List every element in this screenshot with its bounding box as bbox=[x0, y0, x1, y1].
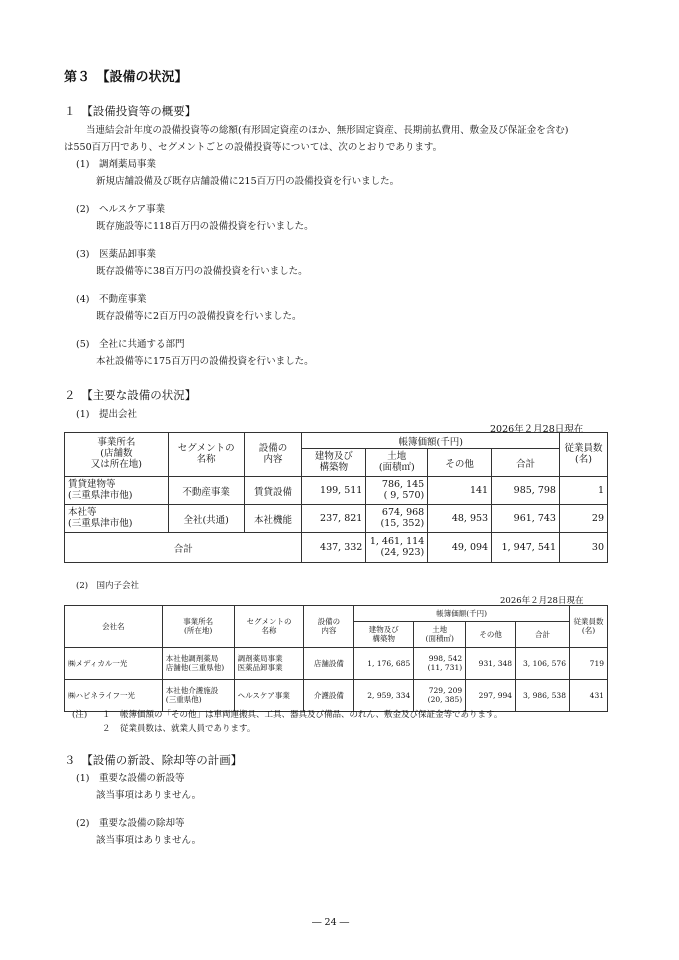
land-value: 998, 542 (11, 731) bbox=[414, 648, 466, 680]
office-name: 本社等 (三重県津市他) bbox=[65, 505, 169, 533]
company-name: ㈱ハピネライフ一光 bbox=[65, 680, 163, 712]
submitting-company-table bbox=[64, 432, 608, 563]
other-value: 141 bbox=[428, 477, 492, 505]
segment: ヘルスケア事業 bbox=[234, 680, 304, 712]
header-land: 土地 (面積㎡) bbox=[414, 622, 466, 648]
segment: 不動産事業 bbox=[168, 477, 244, 505]
other-value: 931, 348 bbox=[466, 648, 516, 680]
total-value: 3, 986, 538 bbox=[516, 680, 570, 712]
table-row bbox=[65, 505, 608, 533]
section-1-intro-line1: 当連結会計年度の設備投資等の総額(有形固定資産のほか、無形固定資産、長期前払費用、敷金及び保証金を含む) bbox=[86, 125, 569, 136]
total-label: 合計 bbox=[65, 533, 302, 563]
note-2-text: 従業員数は、就業人員であります。 bbox=[120, 724, 256, 734]
employees-value: 1 bbox=[559, 477, 607, 505]
table-row bbox=[65, 680, 608, 712]
plan-2-body: 該当事項はありません。 bbox=[96, 835, 202, 846]
as-of-date-1: 2026年２月28日現在 bbox=[490, 424, 584, 435]
land-value: 729, 209 (20, 385) bbox=[414, 680, 466, 712]
domestic-subsidiaries-label: (2) 国内子会社 bbox=[76, 581, 140, 591]
item-3-body: 既存設備等に38百万円の設備投資を行いました。 bbox=[96, 266, 308, 277]
header-employees: 従業員数 (名) bbox=[569, 606, 607, 648]
land-value: 674, 968 (15, 352) bbox=[366, 505, 428, 533]
note-1-number: １ bbox=[102, 710, 111, 720]
equipment: 介護設備 bbox=[304, 680, 354, 712]
item-2-body: 既存施設等に118百万円の設備投資を行いました。 bbox=[96, 221, 314, 232]
office-name: 本社他調剤薬局 店舗他(三重県他) bbox=[162, 648, 234, 680]
header-other: その他 bbox=[466, 622, 516, 648]
employees-value: 29 bbox=[559, 505, 607, 533]
item-1-body: 新規店舗設備及び既存店舗設備に215百万円の設備投資を行いました。 bbox=[96, 176, 400, 187]
item-4-title: (4) 不動産事業 bbox=[76, 294, 147, 305]
note-2-number: ２ bbox=[102, 724, 111, 734]
header-company: 会社名 bbox=[65, 606, 163, 648]
total-value: 3, 106, 576 bbox=[516, 648, 570, 680]
buildings-value: 237, 821 bbox=[302, 505, 366, 533]
item-3-title: (3) 医薬品卸事業 bbox=[76, 249, 156, 260]
equipment: 店舗設備 bbox=[304, 648, 354, 680]
equipment: 賃貸設備 bbox=[244, 477, 302, 505]
submitting-company-label: (1) 提出会社 bbox=[76, 409, 137, 420]
item-5-body: 本社設備等に175百万円の設備投資を行いました。 bbox=[96, 356, 314, 367]
item-4-body: 既存設備等に2百万円の設備投資を行いました。 bbox=[96, 311, 302, 322]
header-office: 事業所名 (店舗数 又は所在地) bbox=[65, 433, 169, 477]
total-row bbox=[65, 533, 608, 563]
other-value: 48, 953 bbox=[428, 505, 492, 533]
header-employees: 従業員数 (名) bbox=[559, 433, 607, 477]
section-3-title: ３ 【設備の新設、除却等の計画】 bbox=[64, 753, 243, 767]
buildings-value: 2, 959, 334 bbox=[354, 680, 414, 712]
note-1-text: 帳簿価額の「その他」は車両運搬具、工具、器具及び備品、のれん、敷金及び保証金等であります。 bbox=[120, 710, 503, 720]
buildings-value: 1, 176, 685 bbox=[354, 648, 414, 680]
grand-total: 1, 947, 541 bbox=[492, 533, 560, 563]
section-1-intro-line2: は550百万円であり、セグメントごとの設備投資等については、次のとおりであります。 bbox=[64, 142, 443, 153]
note-label: (注) bbox=[72, 710, 88, 720]
table-row bbox=[65, 648, 608, 680]
header-segment: セグメントの 名称 bbox=[234, 606, 304, 648]
header-segment: セグメントの 名称 bbox=[168, 433, 244, 477]
plan-2-title: (2) 重要な設備の除却等 bbox=[76, 818, 185, 829]
header-equipment: 設備の 内容 bbox=[304, 606, 354, 648]
land-total: 1, 461, 114 (24, 923) bbox=[366, 533, 428, 563]
buildings-value: 199, 511 bbox=[302, 477, 366, 505]
section-1-title: １ 【設備投資等の概要】 bbox=[64, 104, 197, 118]
item-1-title: (1) 調剤薬局事業 bbox=[76, 159, 156, 170]
page-title: 第３ 【設備の状況】 bbox=[64, 70, 188, 85]
item-2-title: (2) ヘルスケア事業 bbox=[76, 204, 166, 215]
total-value: 985, 798 bbox=[492, 477, 560, 505]
plan-1-title: (1) 重要な設備の新設等 bbox=[76, 773, 185, 784]
header-total: 合計 bbox=[516, 622, 570, 648]
as-of-date-2: 2026年２月28日現在 bbox=[500, 596, 584, 606]
header-other: その他 bbox=[428, 449, 492, 477]
header-office: 事業所名 (所在地) bbox=[162, 606, 234, 648]
header-land: 土地 (面積㎡) bbox=[366, 449, 428, 477]
item-5-title: (5) 全社に共通する部門 bbox=[76, 339, 185, 350]
total-value: 961, 743 bbox=[492, 505, 560, 533]
employees-value: 719 bbox=[569, 648, 607, 680]
header-total: 合計 bbox=[492, 449, 560, 477]
other-value: 297, 994 bbox=[466, 680, 516, 712]
header-buildings: 建物及び 構築物 bbox=[354, 622, 414, 648]
company-name: ㈱メディカル一光 bbox=[65, 648, 163, 680]
header-book-value: 帳簿価額(千円) bbox=[302, 433, 560, 449]
employees-value: 431 bbox=[569, 680, 607, 712]
segment: 全社(共通) bbox=[168, 505, 244, 533]
equipment: 本社機能 bbox=[244, 505, 302, 533]
section-2-title: ２ 【主要な設備の状況】 bbox=[64, 388, 197, 402]
buildings-total: 437, 332 bbox=[302, 533, 366, 563]
land-value: 786, 145 ( 9, 570) bbox=[366, 477, 428, 505]
header-equipment: 設備の 内容 bbox=[244, 433, 302, 477]
office-name: 本社他介護施設 (三重県他) bbox=[162, 680, 234, 712]
other-total: 49, 094 bbox=[428, 533, 492, 563]
header-buildings: 建物及び 構築物 bbox=[302, 449, 366, 477]
header-book-value: 帳簿価額(千円) bbox=[354, 606, 570, 622]
plan-1-body: 該当事項はありません。 bbox=[96, 790, 202, 801]
subsidiaries-table bbox=[64, 605, 608, 712]
table-row bbox=[65, 477, 608, 505]
page-number: ― 24 ― bbox=[312, 917, 350, 928]
office-name: 賃貸建物等 (三重県津市他) bbox=[65, 477, 169, 505]
segment: 調剤薬局事業 医薬品卸事業 bbox=[234, 648, 304, 680]
employees-total: 30 bbox=[559, 533, 607, 563]
